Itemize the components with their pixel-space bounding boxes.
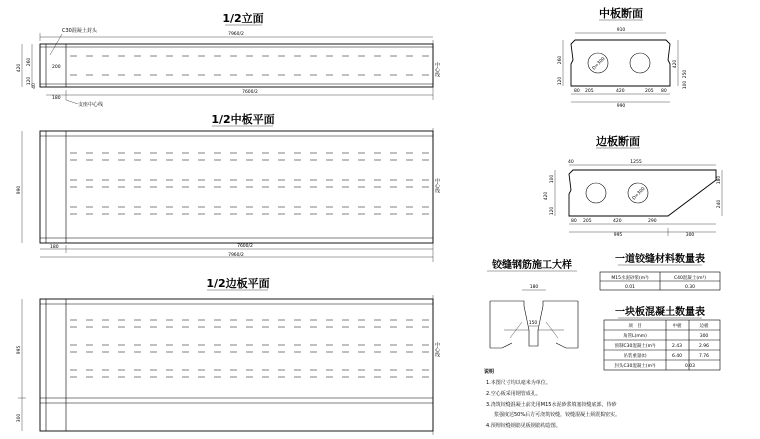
note-3: 3.浇筑铰缝混凝土前先用M15水泥砂浆填塞铰缝底部，待砂 [486, 402, 617, 408]
concrete-table-row2-item: 预制C30混凝土(m³) [614, 344, 656, 349]
rebar-detail-dim-150: 150 [528, 321, 538, 326]
edge-section-dim-40: 40 [568, 160, 574, 165]
material-table-header-2: C40混凝土(m³) [673, 276, 707, 281]
material-table-value-1: 0.01 [624, 285, 636, 290]
mid-plan-view [16, 112, 440, 262]
elevation-dim-bottom: 7600/2 [242, 90, 258, 95]
rebar-detail-view [487, 258, 578, 348]
concrete-table-row3-mid: 6.40 [671, 354, 683, 359]
mid-section-dim-b3: 420 [616, 89, 625, 94]
end-seal-label: C30混凝土封头 [62, 28, 97, 34]
mid-section-dim-right-100: 100 [683, 80, 688, 90]
rebar-detail-dim-180: 180 [529, 285, 539, 290]
elevation-dim-height: 420 [17, 63, 22, 73]
concrete-table-row3-edge: 7.76 [698, 354, 710, 359]
edge-section-dim-300: 300 [685, 233, 695, 238]
concrete-table [604, 305, 720, 370]
concrete-table-row2-mid: 2.43 [671, 344, 683, 349]
edge-section-dim-b2: 205 [583, 219, 592, 224]
elevation-dim-seal: 200 [52, 65, 61, 70]
concrete-table-title: 一块板混凝土数量表 [615, 307, 705, 318]
concrete-table-header-edge: 边板 [699, 324, 709, 329]
mid-section-dim-left-260: 260 [558, 55, 563, 65]
concrete-table-row1-edge: 300 [699, 334, 709, 339]
edge-section-dim-995: 995 [613, 233, 623, 238]
mid-section-dim-height: 420 [673, 59, 678, 69]
elevation-center-label: 中心线 [434, 62, 440, 77]
edge-plan-center-label: 中心线 [434, 342, 440, 357]
edge-section-dim-left-420: 420 [544, 191, 549, 201]
concrete-table-row4-value: 0.03 [684, 364, 696, 369]
note-3-cont: 浆强度达50%后方可浇筑铰缝，铰缝混凝土须震捣密实。 [494, 412, 621, 418]
elevation-dim-260: 260 [27, 57, 32, 67]
concrete-table-row4-item: 封头C30混凝土(m³) [614, 364, 656, 369]
mid-section-dim-b4: 205 [645, 89, 654, 94]
mid-section-title: 中板断面 [599, 7, 643, 20]
material-table-value-2: 0.30 [684, 285, 696, 290]
mid-plan-dim-180: 180 [50, 245, 59, 250]
material-table-header-1: M15水泥砂浆(m³) [611, 276, 649, 281]
mid-section-dim-b5: 80 [661, 89, 667, 94]
mid-section-dim-bottom: 990 [616, 104, 626, 109]
notes-heading: 说明 [484, 369, 495, 375]
edge-plan-dim-300: 300 [17, 413, 22, 423]
elevation-view [16, 11, 440, 108]
note-1: 1.本图尺寸均以毫米为单位。 [486, 380, 551, 386]
elevation-dim-40: 40 [32, 83, 37, 89]
edge-section-view [543, 134, 722, 238]
mid-section-dim-top: 910 [616, 28, 626, 33]
mid-plan-dim-7960: 7960/2 [228, 253, 244, 258]
rebar-detail-title: 铰缝钢筋施工大样 [492, 260, 572, 271]
edge-plan-view [16, 276, 440, 435]
mid-plan-dim-width: 990 [17, 185, 22, 195]
concrete-table-header-item: 项 目 [628, 324, 642, 329]
edge-plan-title: 1/2边板平面 [206, 277, 270, 290]
elevation-dim-top: 7960/2 [228, 32, 244, 37]
bearing-center-label: 支座中心线 [78, 102, 104, 108]
elevation-title: 1/2立面 [222, 12, 264, 25]
material-table [600, 252, 720, 290]
edge-section-dim-top: 1255 [630, 160, 642, 165]
mid-section-view [557, 6, 688, 109]
edge-section-dim-right-180: 180 [717, 175, 722, 185]
concrete-table-row2-edge: 2.96 [698, 344, 710, 349]
edge-section-title: 边板断面 [596, 135, 640, 148]
edge-section-hole: D=300 [631, 186, 647, 202]
mid-plan-center-label: 中心线 [434, 178, 440, 193]
mid-section-dim-b1: 80 [574, 89, 580, 94]
edge-section-dim-b3: 420 [613, 219, 622, 224]
mid-plan-dim-7600: 7600/2 [237, 244, 253, 249]
concrete-table-row3-item: 吊装重量(t) [623, 354, 647, 359]
mid-plan-title: 1/2中板平面 [211, 113, 275, 126]
mid-section-dim-left-120: 120 [558, 76, 563, 86]
mid-section-dim-right-250: 250 [683, 69, 688, 79]
note-2: 2.空心板采用钢管成孔。 [486, 391, 541, 397]
edge-plan-dim-995: 995 [17, 345, 22, 355]
concrete-table-header-mid: 中板 [672, 324, 682, 329]
mid-section-dim-b2: 205 [585, 89, 594, 94]
edge-section-dim-left-100: 100 [550, 174, 555, 184]
elevation-dim-120: 120 [27, 76, 32, 86]
edge-section-dim-right-240: 240 [717, 199, 722, 209]
edge-section-dim-b1: 80 [571, 219, 577, 224]
edge-section-dim-left-120: 120 [550, 206, 555, 216]
material-table-title: 一道铰缝材料数量表 [615, 254, 705, 265]
edge-section-dim-b4: 290 [648, 219, 657, 224]
mid-section-hole: D=300 [591, 56, 607, 72]
note-4: 4.预埋铰缝钢筋见板钢筋构造图。 [486, 423, 561, 429]
notes [484, 368, 620, 429]
elevation-dim-180: 180 [52, 96, 61, 101]
concrete-table-row1-item: 角管L(mm) [623, 334, 647, 339]
